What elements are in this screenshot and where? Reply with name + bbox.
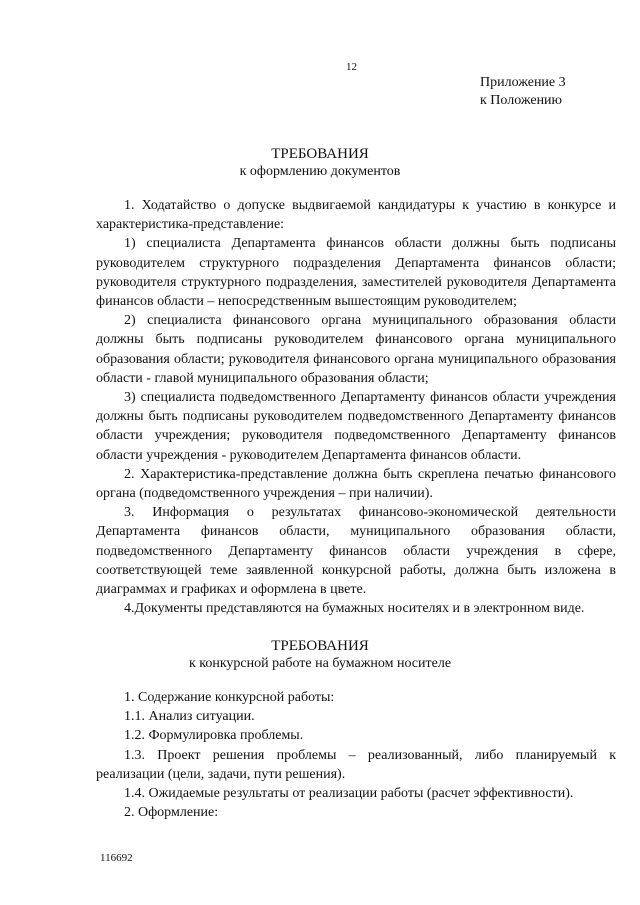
- section2-body: [96, 688, 616, 822]
- list-item: 1. Содержание конкурсной работы:: [124, 690, 335, 705]
- list-item: 2. Оформление:: [124, 805, 219, 821]
- section1-title: ТРЕБОВАНИЯ: [271, 146, 369, 162]
- appendix-line-1: Приложение 3: [480, 75, 566, 90]
- document-code: 116692: [100, 852, 133, 864]
- appendix-line-2: к Положению: [480, 93, 563, 108]
- page-number: 12: [346, 61, 357, 73]
- section2-title: ТРЕБОВАНИЯ: [271, 638, 369, 654]
- paragraph: 1) специалиста Департамента финансов области должны быть подписаны руководителем структурного подразделения Департамента финансов области; руководителя структурного подразделения, заместителей руководителя Департамента финансов области – непосредственным вышестоящим руководителем;: [96, 236, 616, 310]
- section2-subtitle: к конкурсной работе на бумажном носителе: [188, 656, 452, 671]
- paragraph: 1. Ходатайство о допуске выдвигаемой кандидатуры к участию в конкурсе и характеристика-представление:: [96, 198, 616, 233]
- section1-subtitle: к оформлению документов: [239, 164, 401, 179]
- paragraph: 2. Характеристика-представление должна быть скреплена печатью финансового органа (подведомственного учреждения – при наличии).: [96, 466, 616, 502]
- list-item: 1.3. Проект решения проблемы – реализованный, либо планируемый к реализации (цели, задачи, пути решения).: [96, 747, 616, 782]
- list-item: 1.1. Анализ ситуации.: [124, 709, 255, 725]
- list-item: 1.4. Ожидаемые результаты от реализации работы (расчет эффективности).: [124, 786, 574, 802]
- section1-body: [96, 196, 616, 618]
- paragraph: 3) специалиста подведомственного Департаменту финансов области учреждения должны быть подписаны руководителем подведомственного Департаменту финансов области учреждения; руководителя подведомственного Департаменту финансов области учреждения - руководителем Департамента финансов области.: [96, 390, 616, 463]
- paragraph: 4.Документы представляются на бумажных носителях и в электронном виде.: [124, 601, 585, 617]
- list-item: 1.2. Формулировка проблемы.: [124, 728, 304, 744]
- paragraph: 2) специалиста финансового органа муниципального образования области должны быть подписаны руководителем финансового органа муниципального образования области; руководителя финансового органа муниципального образования области - главой муниципального образования области;: [96, 313, 616, 386]
- paragraph: 3. Информация о результатах финансово-экономической деятельности Департамента финансов области, муниципального образования области, подведомственного Департаменту финансов области учреждения в сфере, соответствующей теме заявленной конкурсной работы, должна быть изложена в диаграммах и графиках и оформлена в цвете.: [96, 505, 616, 598]
